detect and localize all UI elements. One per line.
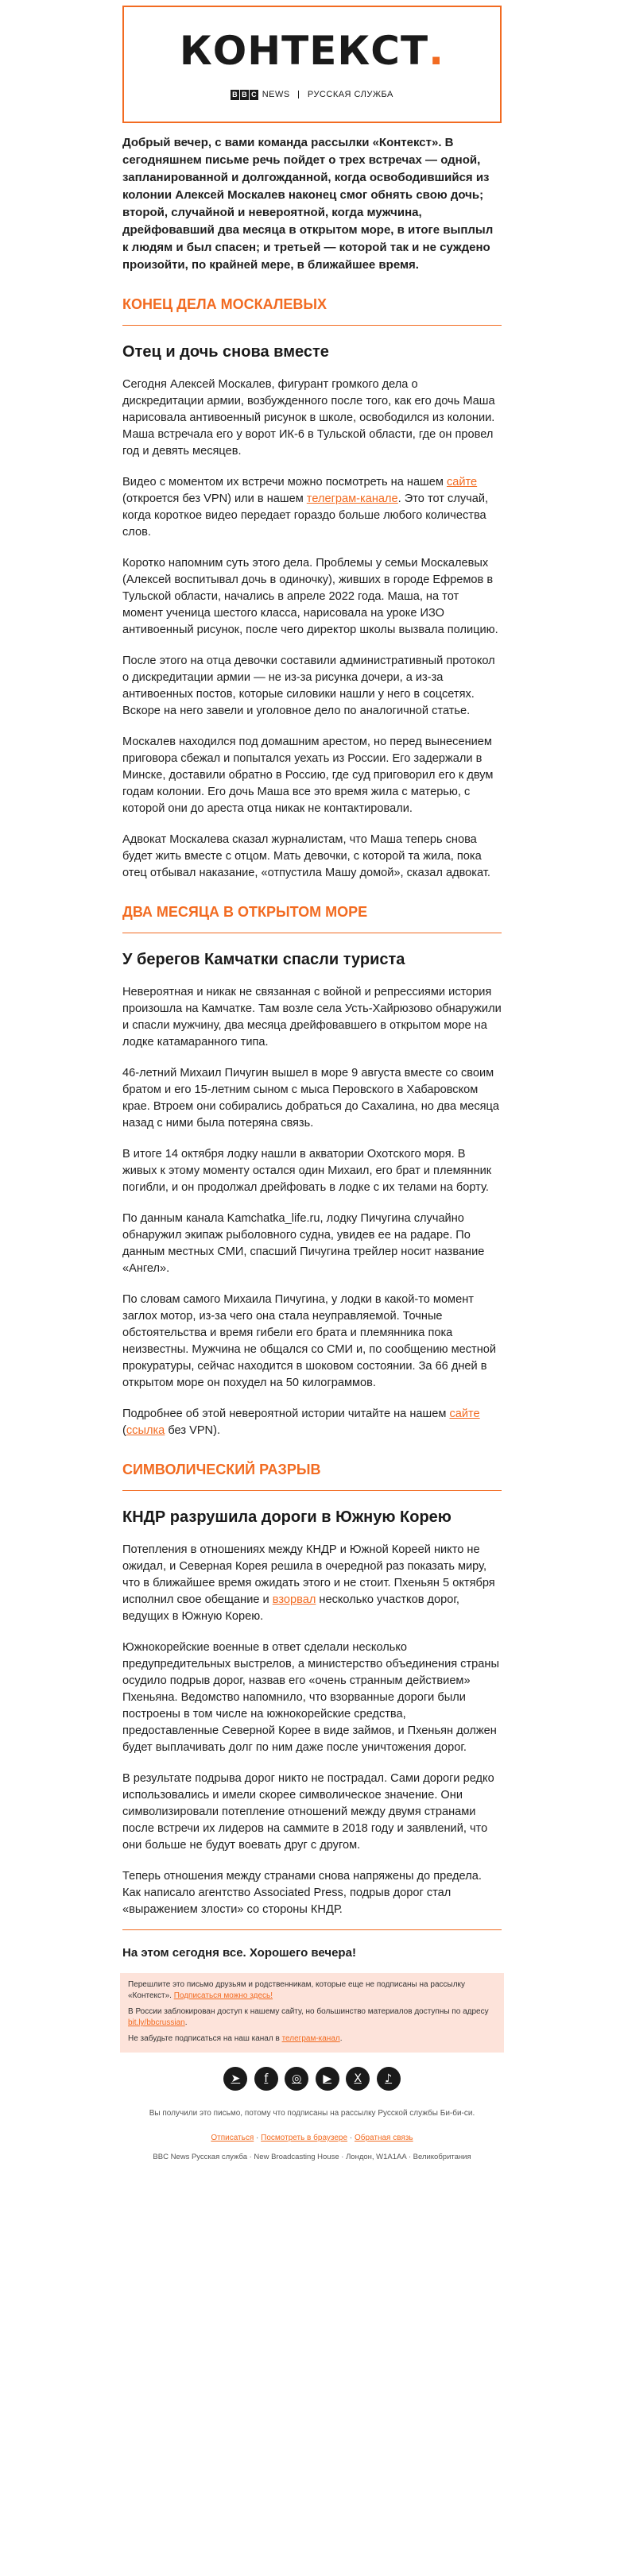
divider [122, 1929, 502, 1930]
article-title: КНДР разрушила дороги в Южную Корею [122, 1508, 452, 1526]
paragraph: Коротко напомним суть этого дела. Проблемы у семьи Москалевых (Алексей воспитывал дочь в одиночку), живших в городе Ефремов в Тульской области, начались в апреле 2022 года. Маша, на тот момент ученица шестого класса, нарисовала на уроке ИЗО антивоенный рисунок, после чего директор школы вызвала полицию. [122, 557, 498, 636]
footer-address: BBC News Русская служба · New Broadcasting House · Лондон, W1A1AA · Великобритания [153, 2153, 471, 2161]
service-label: РУССКАЯ СЛУЖБА [307, 90, 393, 99]
paragraph: По словам самого Михаила Пичугина, у лодки в какой-то момент заглох мотор, из-за чего она стала неуправляемой. Точные обстоятельства и время гибели его брата и племянника пока неизвестны. Мужчина не общался со СМИ и, по сообщению местной прокуратуры, сейчас находится в шоковом состоянии. За 66 дней в открытом море он похудел на 50 килограммов. [122, 1293, 497, 1389]
note-mirror: В России заблокирован доступ к нашему сайту, но большинство материалов доступны по адресу bit.ly/bbcrussian. [128, 2007, 489, 2027]
newsletter-body [122, 134, 502, 1962]
paragraph: 46-летний Михаил Пичугин вышел в море 9 августа вместе со своим братом и его 15-летним сыном с мыса Перовского в Хабаровском крае. Втроем они собирались добраться до Сахалина, но два месяца назад с ними была потеряна связь. [122, 1067, 500, 1130]
telegram-link[interactable]: телеграм-канале [306, 492, 398, 505]
forward-note [120, 1973, 504, 2053]
x-icon[interactable]: X [346, 2067, 370, 2091]
paragraph: В итоге 14 октября лодку нашли в акватории Охотского моря. В живых к этому моменту остался один Михаил, его брат и племянник погибли, и он продолжал дрейфовать в лодке с их телами на борту. [122, 1148, 492, 1194]
social-links [0, 2067, 624, 2091]
facebook-icon[interactable]: f [254, 2067, 278, 2091]
telegram-channel-link[interactable]: телеграм-канал [281, 2034, 340, 2043]
footer-links: Отписаться · Посмотреть в браузере · Обратная связь [211, 2134, 413, 2142]
tiktok-icon[interactable]: ♪ [377, 2067, 401, 2091]
paragraph: Теперь отношения между странами снова напряжены до предела. Как написало агентство Associated Press, подрыв дорог стал «выражением злости» со стороны КНДР. [122, 1870, 482, 1916]
unsubscribe-link[interactable]: Отписаться [211, 2134, 254, 2142]
vpn-free-link[interactable]: ссылка [126, 1424, 165, 1437]
bbc-news-label: NEWS [262, 90, 290, 99]
site-link[interactable]: сайте [449, 1408, 480, 1420]
article-title: У берегов Камчатки спасли туриста [122, 951, 405, 968]
paragraph: В результате подрыва дорог никто не пострадал. Сами дороги редко использовались и имели скорее символическое значение. Они символизировали потепление отношений между двумя странами после встречи их лидеров на саммите в 2018 году и заявлений, что они больше не будут воевать друг с другом. [122, 1772, 494, 1852]
intro-text: Добрый вечер, с вами команда рассылки «Контекст». В сегодняшнем письме речь пойдет о трех встречах — одной, запланированной и долгожданной, когда освободившийся из колонии Алексей Москалев наконец смог обнять свою дочь; второй, случайной и невероятной, когда мужчина, дрейфовавший два месяца в открытом море, в итоге выплыл к людям и был спасен; и третьей — которой так и не суждено произойти, по крайней мере, в ближайшее время. [122, 136, 494, 272]
paragraph: Невероятная и никак не связанная с войной и репрессиями история произошла на Камчатке. Там возле села Усть-Хайрюзово обнаружили и спасли мужчину, два месяца дрейфовавшего в открытом море на лодке катамаранного типа. [122, 986, 502, 1049]
article-title: Отец и дочь снова вместе [122, 343, 329, 361]
paragraph: Адвокат Москалева сказал журналистам, что Маша теперь снова будет жить вместе с отцом. Мать девочки, с которой та жила, пока отец отбывал наказание, «отпустила Машу домой», сказал адвокат. [122, 833, 490, 879]
bbc-russian-logo: B B C NEWS РУССКАЯ СЛУЖБА [232, 90, 393, 99]
explosion-link[interactable]: взорвал [272, 1593, 316, 1606]
note-telegram: Не забудьте подписаться на наш канал в телеграм-канал. [128, 2034, 343, 2043]
kontekst-logo: КОНТЕКСТ. [179, 28, 445, 74]
paragraph: Сегодня Алексей Москалев, фигурант громкого дела о дискредитации армии, возбужденного после того, как его дочь Маша нарисовала антивоенный рисунок в школе, освободился из колонии. Маша встречала его у ворот ИК-6 в Тульской области, где он провел год и девять месяцев. [122, 378, 495, 458]
note-forward: Перешлите это письмо друзьям и родственникам, которые еще не подписаны на рассылку «Контекст». Подписаться можно здесь! [128, 1980, 466, 2000]
paragraph: После этого на отца девочки составили административный протокол о дискредитации армии — не из-за рисунка дочери, а из-за антивоенных постов, которые силовики нашли у него в соцсетях. Вскоре на него завели и уголовное дело по аналогичной статье. [122, 655, 495, 717]
paragraph: Южнокорейские военные в ответ сделали несколько предупредительных выстрелов, а министерство объединения страны осудило подрыв дорог, назвав его «очень странным действием» Пхеньяна. Ведомство напомнило, что взорванные дороги были построены в том числе на южнокорейские средства, предоставленные Северной Корее в виде займов, и Пхеньян должен будет выплачивать долг по ним даже после уничтожения дорог. [122, 1641, 499, 1754]
feedback-link[interactable]: Обратная связь [354, 2134, 413, 2142]
section-title: КОНЕЦ ДЕЛА МОСКАЛЕВЫХ [122, 296, 328, 312]
telegram-icon[interactable]: ➤ [223, 2067, 247, 2091]
divider [122, 1490, 502, 1491]
paragraph: Видео с моментом их встречи можно посмотреть на нашем сайте (откроется без VPN) или в нашем телеграм-канале. Это тот случай, когда короткое видео передает гораздо больше любого количества слов. [122, 476, 489, 539]
footer-reason: Вы получили это письмо, потому что подписаны на рассылку Русской службы Би-би-си. [149, 2109, 475, 2118]
section-title: ДВА МЕСЯЦА В ОТКРЫТОМ МОРЕ [122, 904, 368, 920]
divider [122, 325, 502, 326]
instagram-icon[interactable]: ◎ [285, 2067, 308, 2091]
subscribe-link[interactable]: Подписаться можно здесь! [173, 1991, 273, 2000]
closing-text: На этом сегодня все. Хорошего вечера! [122, 1946, 356, 1960]
paragraph: По данным канала Kamchatka_life.ru, лодку Пичугина случайно обнаружил экипаж рыболовного судна, увидев ее на радаре. По данным местных СМИ, спасший Пичугина трейлер носит название «Ангел». [122, 1212, 485, 1275]
paragraph: Потепления в отношениях между КНДР и Южной Кореей никто не ожидал, и Северная Корея решила в очередной раз показать миру, что в ближайшее время ожидать этого и не стоит. Пхеньян 5 октября исполнил свое обещание и взорвал несколько участков дорог, ведущих в Южную Корею. [122, 1543, 495, 1623]
youtube-icon[interactable]: ▶ [316, 2067, 339, 2091]
view-in-browser-link[interactable]: Посмотреть в браузере [261, 2134, 348, 2142]
paragraph: Подробнее об этой невероятной истории читайте на нашем сайте (ссылка без VPN). [122, 1408, 480, 1437]
paragraph: Москалев находился под домашним арестом, но перед вынесением приговора сбежал и попытался уехать из России. Его задержали в Минске, доставили обратно в Россию, где суд приговорил его к двум годам колонии. Его дочь Маша все это время жила с матерью, с которой они до ареста отца никак не контактировали. [122, 736, 494, 815]
newsletter-header [122, 6, 502, 123]
mirror-link[interactable]: bit.ly/bbcrussian [128, 2018, 185, 2027]
site-link[interactable]: сайте [446, 476, 478, 489]
section-title: СИМВОЛИЧЕСКИЙ РАЗРЫВ [122, 1462, 321, 1477]
